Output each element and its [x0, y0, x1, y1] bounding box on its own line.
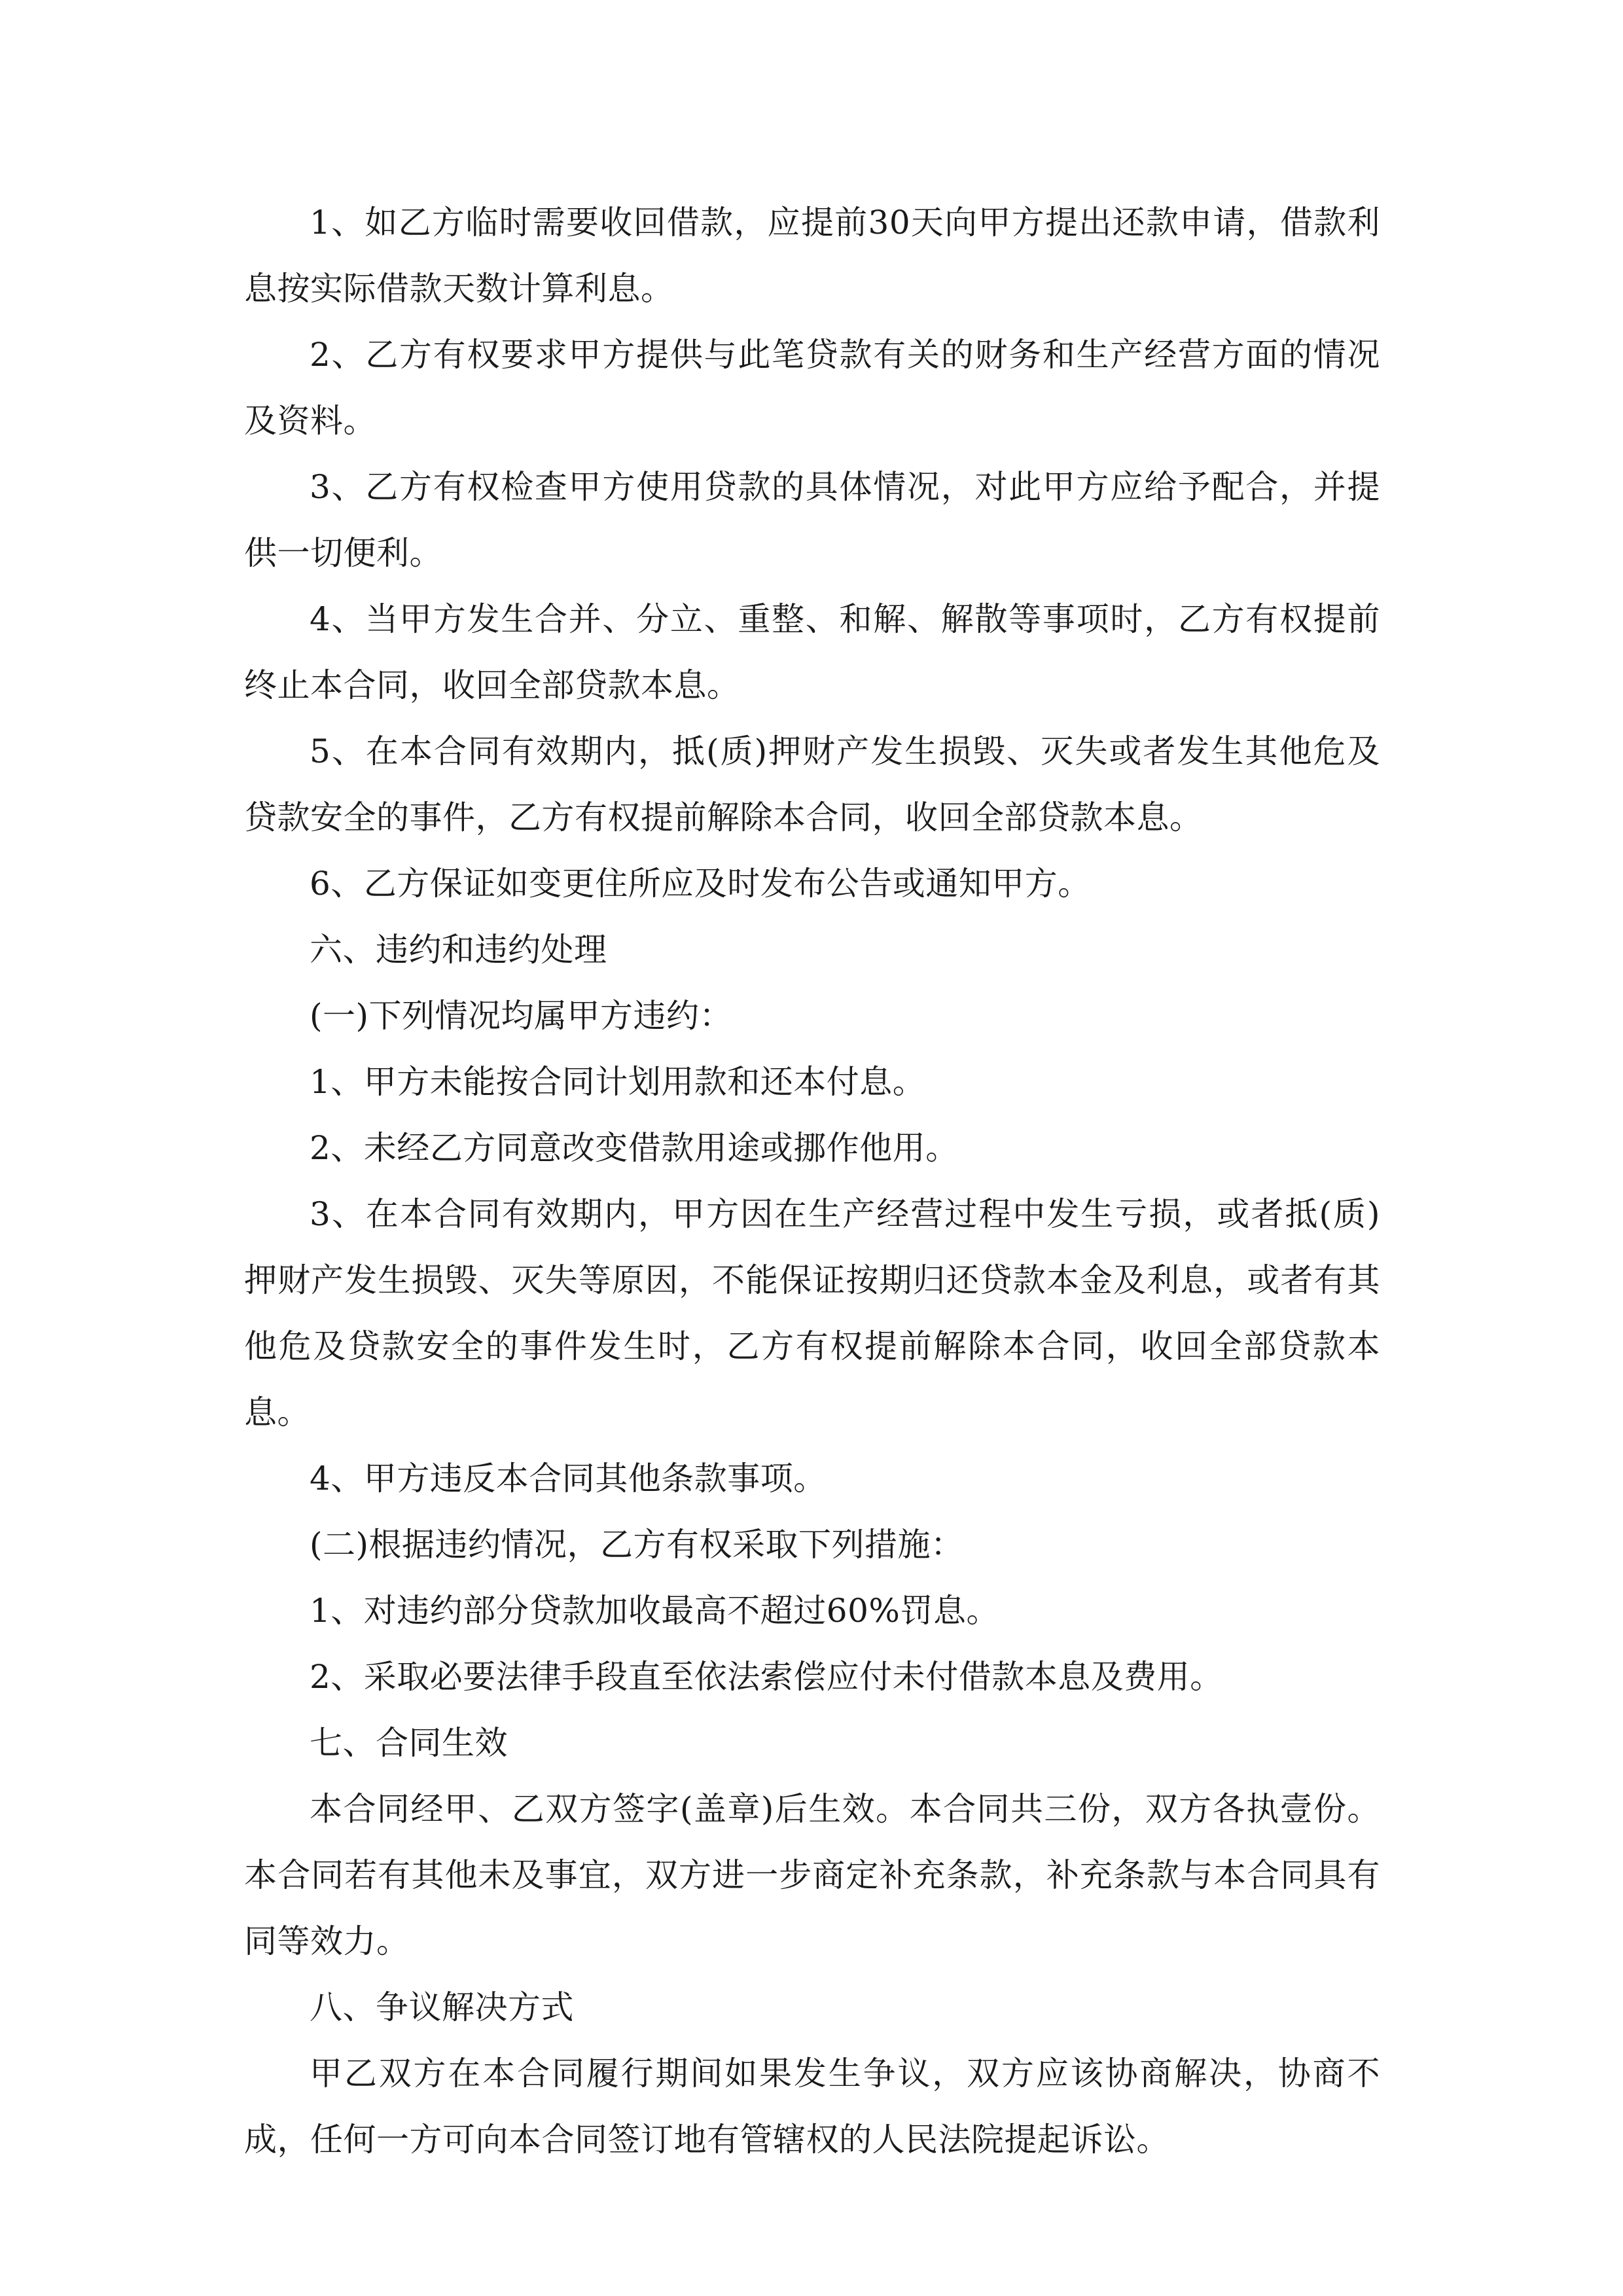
breach-item-3: 3、在本合同有效期内，甲方因在生产经营过程中发生亏损，或者抵(质)押财产发生损毁、灭失等原因，不能保证按期归还贷款本金及利息，或者有其他危及贷款安全的事件发生时，乙方有权提前解除本合同，收回全部贷款本息。	[244, 1195, 1380, 1431]
effect-paragraph: 本合同经甲、乙双方签字(盖章)后生效。本合同共三份，双方各执壹份。本合同若有其他未及事宜，双方进一步商定补充条款，补充条款与本合同具有同等效力。	[244, 1790, 1380, 1960]
breach-item-1: 1、甲方未能按合同计划用款和还本付息。	[310, 1063, 926, 1101]
paragraph-6: 6、乙方保证如变更住所应及时发布公告或通知甲方。	[310, 865, 1091, 903]
document-body	[244, 190, 1380, 2173]
breach-item-4: 4、甲方违反本合同其他条款事项。	[310, 1460, 827, 1498]
section-heading-effect: 七、合同生效	[310, 1724, 508, 1762]
subheading-measures: (二)根据违约情况，乙方有权采取下列措施：	[310, 1526, 964, 1564]
measure-item-1: 1、对违约部分贷款加收最高不超过60%罚息。	[310, 1592, 999, 1630]
paragraph-3: 3、乙方有权检查甲方使用贷款的具体情况，对此甲方应给予配合，并提供一切便利。	[244, 468, 1380, 572]
paragraph-5: 5、在本合同有效期内，抵(质)押财产发生损毁、灭失或者发生其他危及贷款安全的事件，乙方有权提前解除本合同，收回全部贷款本息。	[244, 732, 1380, 836]
section-heading-breach: 六、违约和违约处理	[310, 931, 607, 969]
breach-item-2: 2、未经乙方同意改变借款用途或挪作他用。	[310, 1129, 959, 1167]
subheading-party-a-breach: (一)下列情况均属甲方违约：	[310, 997, 733, 1035]
paragraph-2: 2、乙方有权要求甲方提供与此笔贷款有关的财务和生产经营方面的情况及资料。	[244, 336, 1380, 440]
paragraph-4: 4、当甲方发生合并、分立、重整、和解、解散等事项时，乙方有权提前终止本合同，收回全部贷款本息。	[244, 600, 1380, 704]
paragraph-1: 1、如乙方临时需要收回借款，应提前30天向甲方提出还款申请，借款利息按实际借款天数计算利息。	[244, 204, 1380, 308]
dispute-paragraph: 甲乙双方在本合同履行期间如果发生争议，双方应该协商解决，协商不成，任何一方可向本合同签订地有管辖权的人民法院提起诉讼。	[244, 2054, 1380, 2159]
measure-item-2: 2、采取必要法律手段直至依法索偿应付未付借款本息及费用。	[310, 1658, 1223, 1696]
section-heading-dispute: 八、争议解决方式	[310, 1988, 574, 2026]
